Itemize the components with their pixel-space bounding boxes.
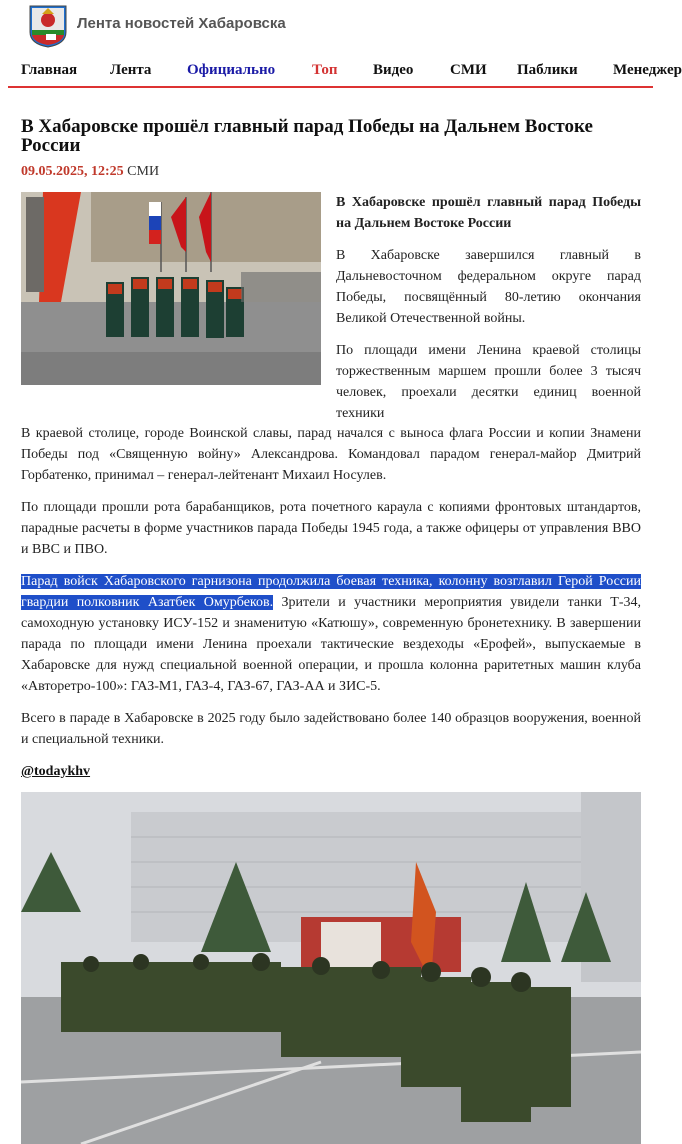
body-paragraph: По площади прошли рота барабанщиков, рота почетного караула с копиями фронтовых штандартов, парадные расчеты в форме участников парада Победы 1945 года, а также офицеры от управления ВВО и ВВС и ПВО.: [21, 500, 641, 557]
site-title[interactable]: Лента новостей Хабаровска: [77, 15, 286, 32]
nav-item-media[interactable]: СМИ: [450, 62, 487, 78]
body-paragraph: Всего в параде в Хабаровске в 2025 году было задействовано более 140 образцов вооружения, военной и специальной техники.: [21, 711, 641, 747]
nav-item-manager[interactable]: Менеджер: [613, 62, 682, 78]
body-paragraph: В краевой столице, городе Воинской славы, парад начался с выноса флага России и копии Знамени Победы под «Священную войну» Александрова. Командовал парадом генерал-майор Дмитрий Горбатенко, принимал – генерал-лейтенант Михаил Носулев.: [21, 426, 641, 483]
parade-flag-bearers-photo[interactable]: [21, 192, 321, 385]
intro-paragraph: По площади имени Ленина краевой столицы торжественным маршем прошли более 3 тысяч человек, проехали десятки единиц военной техники: [336, 343, 641, 421]
coat-of-arms-logo[interactable]: [28, 4, 68, 48]
body-text: Зрители и участники мероприятия увидели танки Т-34, самоходную установку ИСУ-152 и знаменитую «Катюшу», современную бронетехнику. В завершении парада по площади имени Ленина проехали тактические вездеходы «Ерофей», выпускаемые в Хабаровске для нужд специальной военной операции, и прошла колонна раритетных машин клуба «Авторетро-100»: ГАЗ-М1, ГАЗ-4, ГАЗ-67, ГАЗ-АА и ЗИС-5.: [21, 595, 641, 694]
nav-divider: [8, 86, 653, 88]
article-date: 09.05.2025, 12:25: [21, 164, 124, 179]
nav-item-official[interactable]: Официально: [187, 62, 276, 78]
nav-item-home[interactable]: Главная: [21, 62, 78, 78]
nav-item-video[interactable]: Видео: [373, 62, 414, 78]
article-title: В Хабаровске прошёл главный парад Победы на Дальнем Востоке России: [21, 116, 593, 156]
main-nav: [0, 58, 682, 88]
source-link[interactable]: @todaykhv: [21, 764, 91, 779]
selected-text[interactable]: Парад войск Хабаровского гарнизона продолжила боевая техника, колонну возглавил Герой России гвардии полковник Азатбек Омурбеков.: [21, 574, 641, 610]
body-paragraph: [21, 571, 641, 697]
article-intro: [336, 192, 641, 435]
intro-paragraph: В Хабаровске завершился главный в Дальневосточном федеральном округе парад Победы, посвящённый 80-летию окончания Великой Отечественной войны.: [336, 248, 641, 326]
article-source[interactable]: СМИ: [127, 164, 160, 179]
nav-item-publics[interactable]: Паблики: [517, 62, 578, 78]
article-body: [21, 423, 641, 761]
nav-item-top[interactable]: Топ: [312, 62, 338, 78]
article-meta: [21, 164, 159, 180]
nav-item-feed[interactable]: Лента: [110, 62, 152, 78]
site-header: [0, 0, 653, 52]
intro-lead: В Хабаровске прошёл главный парад Победы на Дальнем Востоке России: [336, 195, 641, 231]
parade-soldiers-photo[interactable]: [21, 792, 641, 1144]
